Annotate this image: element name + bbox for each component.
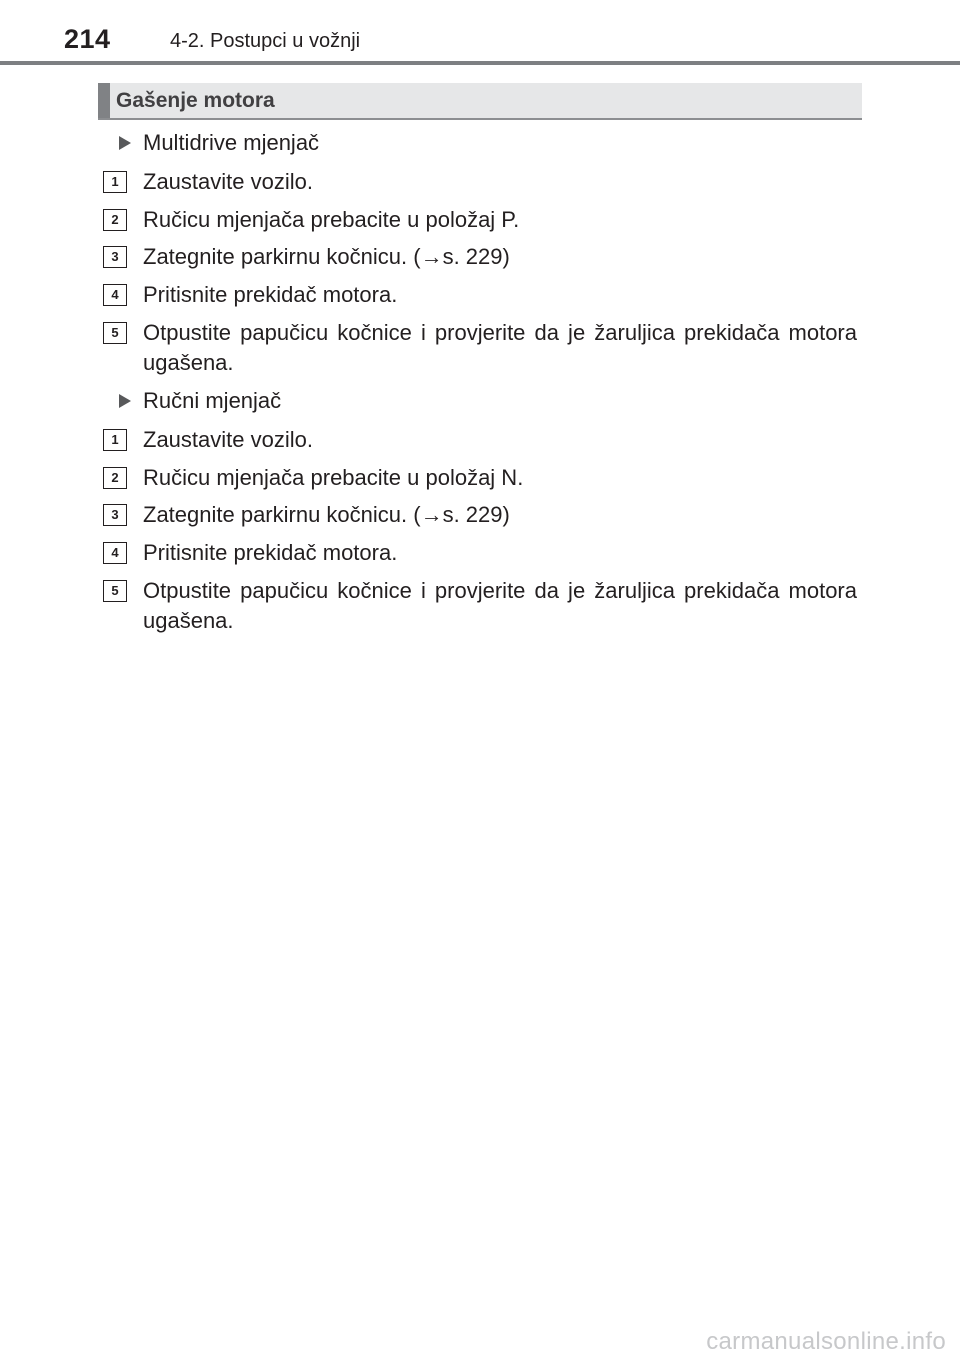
step-item [103, 538, 857, 568]
step-item [103, 280, 857, 310]
step-number-badge: 2 [103, 209, 127, 231]
step-number-badge: 4 [103, 542, 127, 564]
section-heading-bar [98, 83, 862, 120]
step-text: Zategnite parkirnu kočnicu. (→s. 229) [143, 502, 510, 527]
step-number-badge: 5 [103, 580, 127, 602]
step-number-badge: 4 [103, 284, 127, 306]
step-text: Pritisnite prekidač motora. [143, 282, 398, 307]
step-text: Ručicu mjenjača prebacite u položaj P. [143, 207, 520, 232]
group-heading-manual [103, 386, 857, 416]
step-item [103, 167, 857, 197]
step-number-badge: 1 [103, 171, 127, 193]
step-number-badge: 3 [103, 246, 127, 268]
step-item [103, 463, 857, 493]
chapter-title: 4-2. Postupci u vožnji [170, 30, 361, 52]
section-title: Gašenje motora [116, 89, 275, 112]
group-heading-multidrive [103, 128, 857, 158]
section-accent [98, 83, 110, 118]
triangle-bullet-icon [119, 136, 131, 150]
page-number: 214 [64, 24, 111, 54]
step-text: Ručicu mjenjača prebacite u položaj N. [143, 465, 524, 490]
step-item [103, 576, 857, 636]
footer-watermark: carmanualsonline.info [706, 1328, 946, 1355]
header-divider [0, 61, 960, 65]
step-text: Pritisnite prekidač motora. [143, 540, 398, 565]
step-text: Otpustite papučicu kočnice i provjerite da je žaruljica prekidača motora ugašena. [143, 578, 857, 633]
group-heading-text: Multidrive mjenjač [143, 130, 320, 155]
step-item [103, 205, 857, 235]
step-item [103, 500, 857, 530]
step-number-badge: 3 [103, 504, 127, 526]
step-item [103, 318, 857, 378]
step-number-badge: 5 [103, 322, 127, 344]
step-text: Zaustavite vozilo. [143, 427, 313, 452]
step-text: Zategnite parkirnu kočnicu. (→s. 229) [143, 244, 510, 269]
page-header [0, 0, 960, 66]
group-heading-text: Ručni mjenjač [143, 388, 282, 413]
triangle-bullet-icon [119, 394, 131, 408]
step-item [103, 242, 857, 272]
step-number-badge: 1 [103, 429, 127, 451]
step-text: Otpustite papučicu kočnice i provjerite da je žaruljica prekidača motora ugašena. [143, 320, 857, 375]
step-number-badge: 2 [103, 467, 127, 489]
step-item [103, 425, 857, 455]
step-text: Zaustavite vozilo. [143, 169, 313, 194]
